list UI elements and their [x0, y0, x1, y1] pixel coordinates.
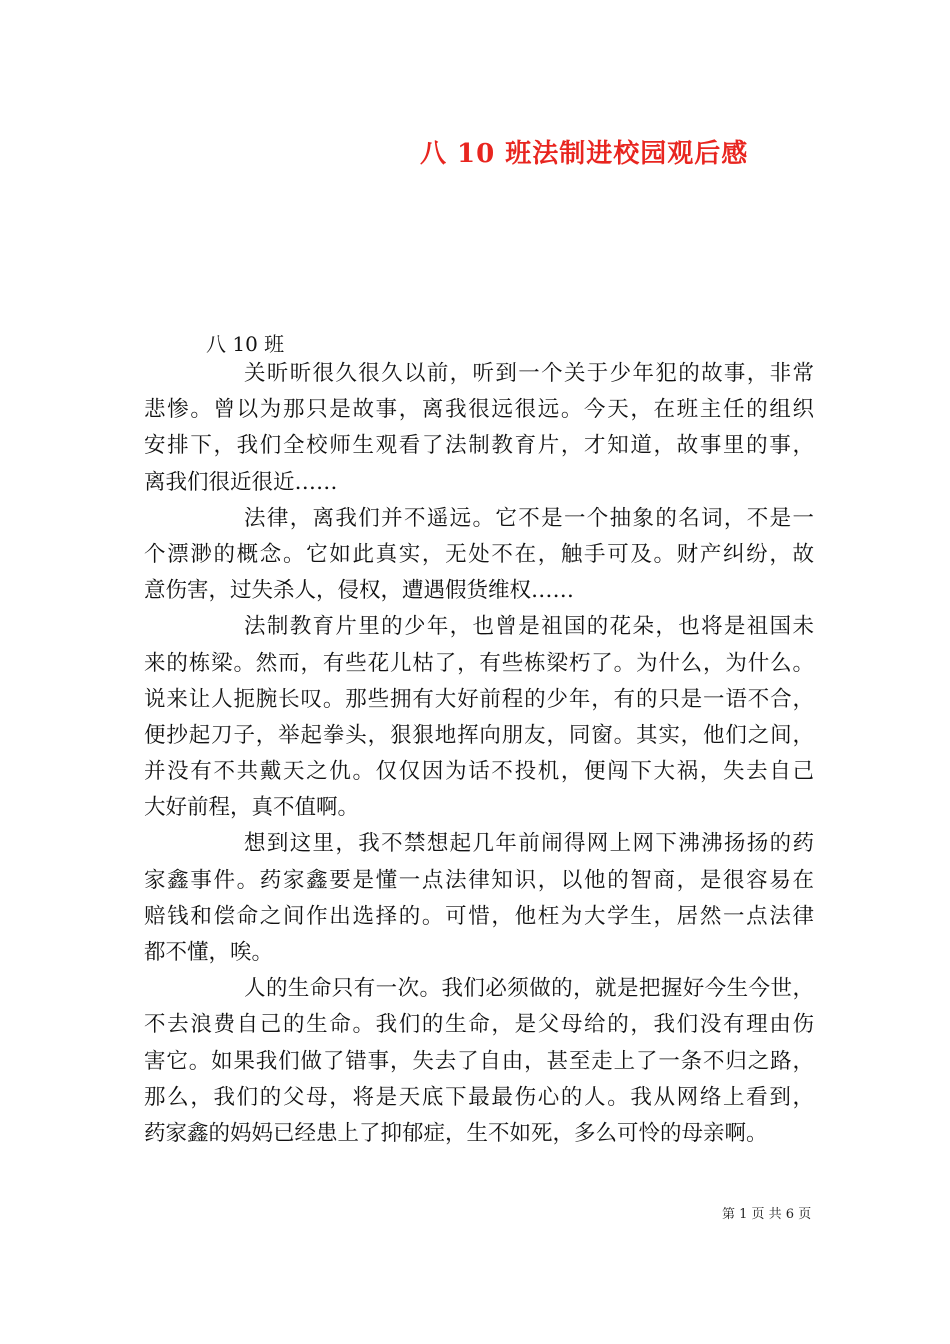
- text-line: 人的生命只有一次。我们必须做的，就是把握好今生今世，: [244, 976, 814, 1002]
- body-text: [144, 356, 814, 1152]
- text-line: 说来让人扼腕长叹。那些拥有大好前程的少年，有的只是一语不合，: [144, 686, 814, 712]
- text-line: 法制教育片里的少年，也曾是祖国的花朵，也将是祖国未: [244, 614, 814, 640]
- text-line: 都不懂，唉。: [144, 940, 274, 965]
- text-line: 悲惨。曾以为那只是故事，离我很远很远。今天，在班主任的组织: [144, 397, 814, 423]
- text-line: 关昕昕很久很久以前，听到一个关于少年犯的故事，非常: [244, 361, 814, 386]
- text-line: 个漂渺的概念。它如此真实，无处不在，触手可及。财产纠纷，故: [144, 541, 814, 567]
- paragraph: [144, 356, 814, 501]
- paragraph: [144, 609, 814, 826]
- text-line: 家鑫事件。药家鑫要是懂一点法律知识，以他的智商，是很容易在: [144, 867, 814, 893]
- class-label: 八 10 班: [206, 332, 285, 356]
- page-indicator: 第 1 页 共 6 页: [722, 1207, 812, 1222]
- text-line: 赔钱和偿命之间作出选择的。可惜，他枉为大学生，居然一点法律: [144, 903, 814, 929]
- text-line: 来的栋梁。然而，有些花儿枯了，有些栋梁朽了。为什么，为什么。: [144, 650, 814, 676]
- text-line: 便抄起刀子，举起拳头，狠狠地挥向朋友，同窗。其实，他们之间，: [144, 722, 814, 748]
- text-line: 那么，我们的父母，将是天底下最最伤心的人。我从网络上看到，: [144, 1084, 814, 1110]
- text-line: 法律，离我们并不遥远。它不是一个抽象的名词，不是一: [244, 505, 814, 531]
- text-line: 意伤害，过失杀人，侵权，遭遇假货维权……: [144, 578, 575, 604]
- text-line: 安排下，我们全校师生观看了法制教育片，才知道，故事里的事，: [144, 433, 814, 459]
- text-line: 药家鑫的妈妈已经患上了抑郁症，生不如死，多么可怜的母亲啊。: [144, 1120, 768, 1146]
- text-line: 想到这里，我不禁想起几年前闹得网上网下沸沸扬扬的药: [244, 831, 814, 857]
- text-line: 大好前程，真不值啊。: [144, 795, 360, 821]
- paragraph: [144, 501, 814, 610]
- text-line: 害它。如果我们做了错事，失去了自由，甚至走上了一条不归之路，: [144, 1048, 814, 1074]
- paragraph: [144, 826, 814, 971]
- document-title: 八 10 班法制进校园观后感: [420, 139, 749, 169]
- text-line: 并没有不共戴天之仇。仅仅因为话不投机，便闯下大祸，失去自己: [144, 759, 814, 785]
- text-line: 不去浪费自己的生命。我们的生命，是父母给的，我们没有理由伤: [144, 1012, 814, 1038]
- paragraph: [144, 971, 814, 1152]
- text-line: 离我们很近很近……: [144, 469, 338, 495]
